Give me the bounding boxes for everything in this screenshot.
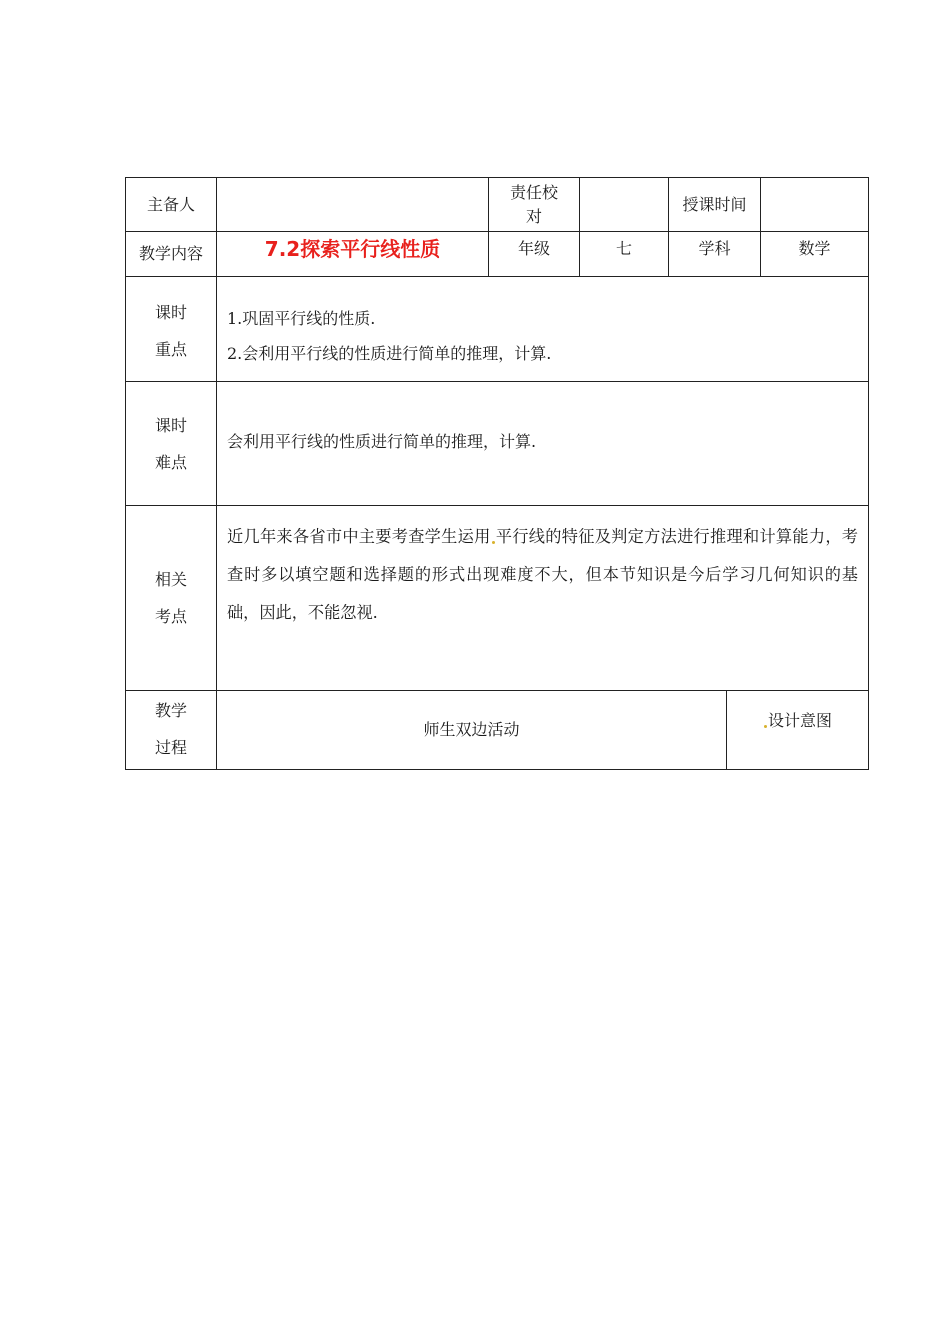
difficulties-label-line2: 难点 [154, 452, 187, 472]
activities-header-cell [216, 690, 727, 770]
key-points-content-cell [216, 276, 869, 382]
preparer-value-cell [216, 177, 489, 232]
lesson-title-cell [216, 231, 489, 277]
grade-label: 年级 [517, 239, 550, 258]
proofreader-label-line1: 责任校 [509, 183, 558, 203]
key-point-item-2: 2.会利用平行线的性质进行简单的推理，计算. [227, 344, 552, 364]
class-time-label-cell [668, 177, 761, 232]
design-intent-wrapper [763, 711, 832, 730]
difficulties-text: 会利用平行线的性质进行简单的推理，计算. [227, 432, 537, 451]
exam-points-label-cell [125, 505, 217, 691]
grade-label-cell [488, 231, 580, 277]
class-time-value-cell [760, 177, 869, 232]
process-label-line2: 过程 [154, 738, 187, 757]
exam-points-label-line1: 相关 [154, 570, 187, 589]
proofreader-label-line2: 对 [525, 206, 542, 226]
design-intent-header-cell [726, 690, 869, 770]
subject-label-cell [668, 231, 761, 277]
design-intent-label: 设计意图 [767, 711, 832, 730]
exam-points-text-part1: 近几年来各省市中主要考查学生运用 [227, 527, 491, 546]
difficulties-label-cell [125, 381, 217, 506]
key-points-label-cell [125, 276, 217, 382]
process-label-line1: 教学 [154, 701, 187, 721]
lesson-title: 7.2探索平行线性质 [264, 237, 441, 261]
preparer-label: 主备人 [146, 194, 195, 214]
grade-value: 七 [615, 239, 632, 258]
exam-points-label-line2: 考点 [154, 606, 187, 626]
subject-value-cell [760, 231, 869, 277]
content-label: 教学内容 [138, 244, 203, 264]
grade-value-cell [579, 231, 669, 277]
key-points-label-line2: 重点 [154, 339, 187, 359]
preparer-label-cell [125, 177, 217, 232]
difficulties-label-line1: 课时 [154, 416, 187, 435]
class-time-label: 授课时间 [682, 194, 747, 214]
key-point-item-1: 1.巩固平行线的性质. [227, 309, 376, 328]
key-points-label-line1: 课时 [154, 303, 187, 322]
proofreader-value-cell [579, 177, 669, 232]
activities-label: 师生双边活动 [423, 720, 520, 740]
lesson-plan-table [126, 178, 870, 771]
process-label-cell [125, 690, 217, 770]
marker-dot [764, 725, 767, 728]
subject-label: 学科 [698, 239, 731, 258]
marker-dot [492, 541, 495, 544]
difficulties-content-cell [216, 381, 869, 506]
exam-points-text-part2: 平行线的特征及判定方法进行推理和计算能力，考查时多以填空题和选择题的形式出现难度不大，但本节知识是今后学习几何知识的基础，因此，不能忽视. [227, 527, 858, 623]
exam-points-content-cell [216, 505, 869, 691]
subject-value: 数学 [798, 239, 831, 258]
proofreader-label-cell [488, 177, 580, 232]
content-label-cell [125, 231, 217, 277]
